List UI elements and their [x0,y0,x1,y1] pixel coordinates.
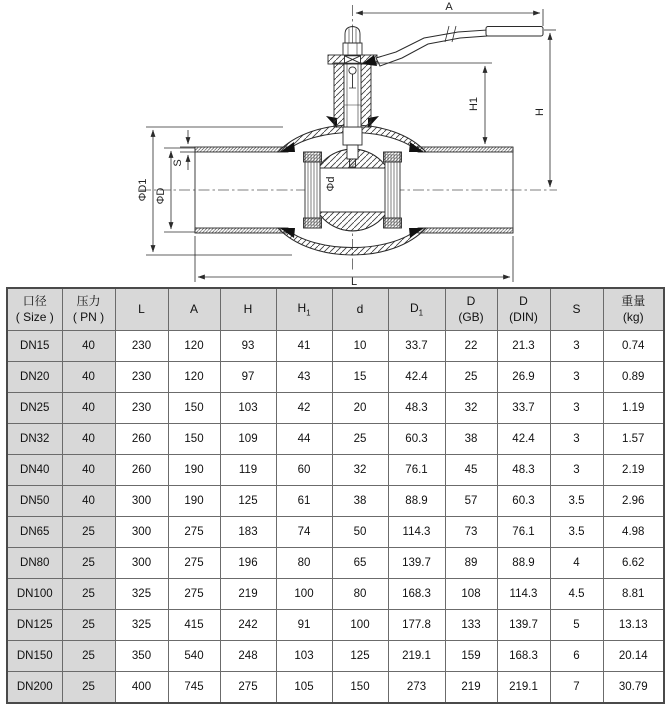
table-cell: 80 [276,548,332,579]
table-cell: DN100 [7,579,62,610]
table-cell: 40 [62,424,115,455]
table-cell: 275 [220,672,276,704]
table-cell: DN80 [7,548,62,579]
table-cell: 300 [115,517,168,548]
table-cell: 5 [550,610,603,641]
table-cell: 32 [332,455,388,486]
table-cell: 325 [115,610,168,641]
header-cell: $D_1$ [388,288,445,331]
header-cell: $H_1$ [276,288,332,331]
table-cell: 76.1 [497,517,550,548]
table-cell: 0.89 [603,362,664,393]
valve-drawing-svg [0,0,667,286]
dim-label-d-outer: ΦD [155,187,167,205]
table-cell: 3 [550,424,603,455]
dim-label-h1: H1 [468,96,480,112]
table-cell: 20 [332,393,388,424]
header-cell: 重量 (kg) [603,288,664,331]
header-cell: A [168,288,220,331]
table-cell: 48.3 [497,455,550,486]
table-cell: 114.3 [497,579,550,610]
table-cell: 273 [388,672,445,704]
table-cell: DN40 [7,455,62,486]
table-cell: 242 [220,610,276,641]
table-cell: 61 [276,486,332,517]
table-cell: 168.3 [497,641,550,672]
table-cell: 45 [445,455,497,486]
table-cell: 44 [276,424,332,455]
table-cell: 275 [168,579,220,610]
table-cell: 120 [168,331,220,362]
table-cell: 325 [115,579,168,610]
table-header [7,288,664,331]
dimensions-table [6,287,665,704]
table-cell: 43 [276,362,332,393]
table-row [7,579,664,610]
table-cell: 230 [115,393,168,424]
table-cell: 42.4 [497,424,550,455]
table-cell: 168.3 [388,579,445,610]
table-cell: DN125 [7,610,62,641]
table-row [7,455,664,486]
table-cell: 125 [220,486,276,517]
table-cell: 74 [276,517,332,548]
seat-left [304,152,322,228]
handle-lever [376,30,487,66]
table-cell: 159 [445,641,497,672]
table-cell: 4.5 [550,579,603,610]
table-cell: 25 [62,579,115,610]
table-cell: 10 [332,331,388,362]
table-cell: 8.81 [603,579,664,610]
table-cell: 40 [62,455,115,486]
valve-technical-drawing [0,0,667,286]
header-row [7,288,664,331]
table-cell: 91 [276,610,332,641]
table-cell: 133 [445,610,497,641]
table-cell: 42.4 [388,362,445,393]
table-cell: 177.8 [388,610,445,641]
table-cell: 119 [220,455,276,486]
table-cell: 38 [332,486,388,517]
table-cell: 25 [62,641,115,672]
header-cell: d [332,288,388,331]
table-cell: 32 [445,393,497,424]
table-cell: 120 [168,362,220,393]
table-cell: 80 [332,579,388,610]
table-cell: 65 [332,548,388,579]
table-cell: 22 [445,331,497,362]
table-cell: 109 [220,424,276,455]
table-cell: 3 [550,331,603,362]
table-cell: 76.1 [388,455,445,486]
header-cell: S [550,288,603,331]
table-cell: 20.14 [603,641,664,672]
dim-label-a: A [445,1,453,13]
table-cell: 40 [62,486,115,517]
table-cell: 60 [276,455,332,486]
table-cell: 13.13 [603,610,664,641]
table-cell: 60.3 [388,424,445,455]
dim-label-h: H [534,108,546,116]
table-cell: 125 [332,641,388,672]
table-cell: 42 [276,393,332,424]
table-cell: 190 [168,486,220,517]
table-cell: 7 [550,672,603,704]
table-cell: 6 [550,641,603,672]
table-cell: 4 [550,548,603,579]
table-cell: 230 [115,331,168,362]
table-cell: 3.5 [550,517,603,548]
table-cell: 25 [62,517,115,548]
dim-label-d-bore: Φd [325,176,337,192]
table-cell: 139.7 [388,548,445,579]
handle [362,26,543,66]
table-cell: 150 [332,672,388,704]
seat-right [384,152,402,228]
table-cell: 3 [550,362,603,393]
table-cell: 230 [115,362,168,393]
table-cell: 40 [62,362,115,393]
table-cell: 33.7 [388,331,445,362]
table-cell: 25 [332,424,388,455]
table-cell: 275 [168,517,220,548]
table-row [7,672,664,704]
table-cell: 275 [168,548,220,579]
table-row [7,362,664,393]
table-row [7,393,664,424]
table-cell: 25 [445,362,497,393]
table-cell: 103 [220,393,276,424]
table-cell: 108 [445,579,497,610]
table-cell: 88.9 [497,548,550,579]
dim-label-d1: ΦD1 [137,178,149,202]
table-cell: 2.19 [603,455,664,486]
table-cell: 415 [168,610,220,641]
table-row [7,331,664,362]
table-row [7,517,664,548]
table-cell: 103 [276,641,332,672]
table-cell: 48.3 [388,393,445,424]
table-cell: 93 [220,331,276,362]
header-cell: D (GB) [445,288,497,331]
table-cell: 196 [220,548,276,579]
table-cell: 105 [276,672,332,704]
table-cell: 25 [62,672,115,704]
table-cell: 26.9 [497,362,550,393]
table-row [7,548,664,579]
table-cell: DN32 [7,424,62,455]
header-cell: H [220,288,276,331]
table-cell: 1.19 [603,393,664,424]
table-cell: 6.62 [603,548,664,579]
table-cell: DN200 [7,672,62,704]
table-cell: 38 [445,424,497,455]
table-cell: 139.7 [497,610,550,641]
table-cell: 540 [168,641,220,672]
table-cell: 219 [220,579,276,610]
table-cell: 150 [168,393,220,424]
table-cell: 100 [332,610,388,641]
table-cell: 40 [62,393,115,424]
table-cell: 219 [445,672,497,704]
table-cell: 260 [115,455,168,486]
table-cell: 300 [115,548,168,579]
table-cell: 248 [220,641,276,672]
table-cell: 30.79 [603,672,664,704]
table-cell: 88.9 [388,486,445,517]
table-cell: DN150 [7,641,62,672]
dim-label-s: S [172,159,184,167]
table-cell: 89 [445,548,497,579]
table-cell: 3.5 [550,486,603,517]
header-cell: L [115,288,168,331]
table-row [7,610,664,641]
table-cell: DN25 [7,393,62,424]
table-cell: DN20 [7,362,62,393]
table-cell: 15 [332,362,388,393]
header-cell: 口径 ( Size ) [7,288,62,331]
table-cell: 150 [168,424,220,455]
table-cell: 97 [220,362,276,393]
table-cell: 400 [115,672,168,704]
table-cell: DN15 [7,331,62,362]
stem-assembly [328,27,377,168]
table-cell: 745 [168,672,220,704]
table-cell: 60.3 [497,486,550,517]
table-cell: 300 [115,486,168,517]
table-cell: 41 [276,331,332,362]
table-cell: 40 [62,331,115,362]
table-cell: 33.7 [497,393,550,424]
dim-label-l: L [350,276,358,286]
table-cell: 21.3 [497,331,550,362]
table-cell: 50 [332,517,388,548]
table-cell: 57 [445,486,497,517]
table-cell: 219.1 [497,672,550,704]
table-cell: 3 [550,393,603,424]
table-cell: 4.98 [603,517,664,548]
table-row [7,641,664,672]
table-cell: 183 [220,517,276,548]
table-cell: 260 [115,424,168,455]
table-cell: 350 [115,641,168,672]
table-cell: 25 [62,548,115,579]
header-cell: D (DIN) [497,288,550,331]
table-cell: DN65 [7,517,62,548]
table-cell: 0.74 [603,331,664,362]
handle-grip [486,27,543,37]
table-body [7,331,664,704]
table-row [7,424,664,455]
table-cell: 219.1 [388,641,445,672]
table-cell: 73 [445,517,497,548]
table-row [7,486,664,517]
table-cell: 190 [168,455,220,486]
table-cell: 2.96 [603,486,664,517]
table-cell: DN50 [7,486,62,517]
table-cell: 1.57 [603,424,664,455]
table-cell: 3 [550,455,603,486]
table-cell: 100 [276,579,332,610]
header-cell: 压力 ( PN ) [62,288,115,331]
table-cell: 114.3 [388,517,445,548]
table-cell: 25 [62,610,115,641]
